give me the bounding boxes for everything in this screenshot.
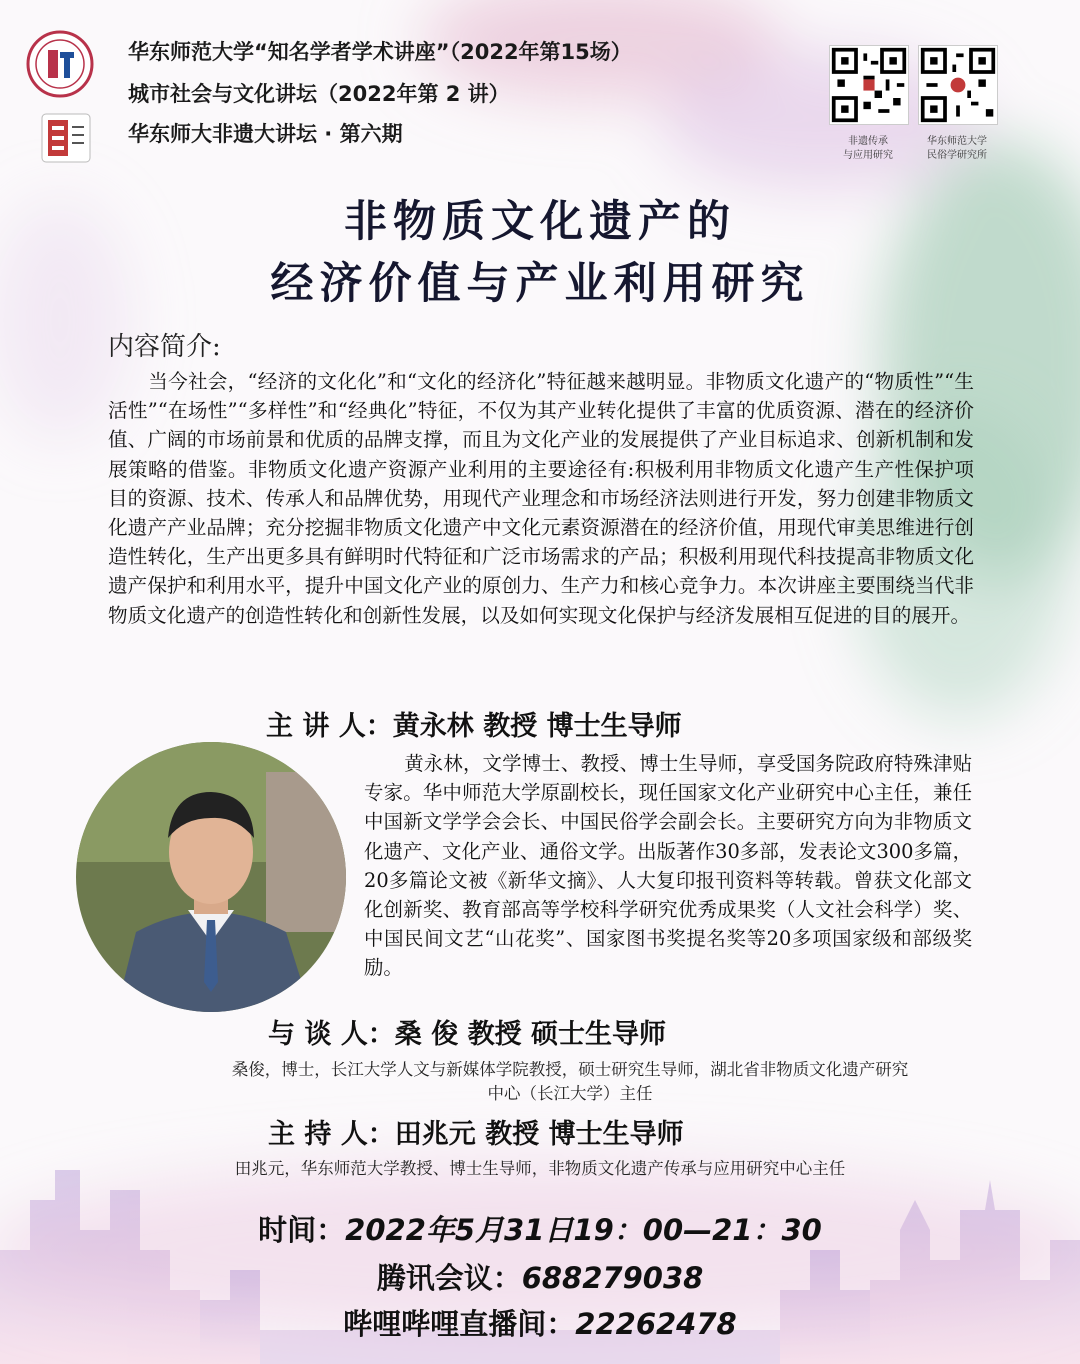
series-line-3: 华东师大非遗大讲坛 · 第六期: [128, 122, 403, 146]
discussant-bio: 桑俊，博士，长江大学人文与新媒体学院教授，硕士研究生导师，湖北省非物质文化遗产研究 中心（长江大学）主任: [231, 1060, 909, 1103]
speaker-heading: 主 讲 人：黄永林 教授 博士生导师: [266, 711, 682, 742]
lecture-title-line-1: 非物质文化遗产的: [344, 197, 736, 247]
series-line-1: 华东师范大学“知名学者学术讲座”（2022年第15场）: [128, 40, 632, 64]
qr-code-icon: [918, 45, 998, 125]
qr-caption: 华东师范大学 民俗学研究所: [927, 136, 987, 161]
heritage-seal-icon: [40, 112, 92, 164]
bilibili-live-room: 哔哩哔哩直播间：22262478: [343, 1307, 737, 1341]
speaker-bio: 黄永林，文学博士、教授、博士生导师，享受国务院政府特殊津贴专家。华中师范大学原副校长，现任国家文化产业研究中心主任，兼任中国新文学学会会长、中国民俗学会副会长。主要研究方向为非物质文化遗产、文化产业、通俗文学。出版著作30多部，发表论文300多篇，20多篇论文被《新华文摘》、人大复印报刊资料等转载。曾获文化部文化创新奖、教育部高等学校科学研究优秀成果奖（人文社会科学）奖、中国民间文艺“山花奖”、国家图书奖提名奖等20多项国家级和部级奖励。: [364, 752, 972, 980]
intro-text: 当今社会，“经济的文化化”和“文化的经济化”特征越来越明显。非物质文化遗产的“物质性”“生活性”“在场性”“多样性”和“经典化”特征，不仅为其产业转化提供了丰富的优质资源、潜在的经济价值、广阔的市场前景和优质的品牌支撑，而且为文化产业的发展提供了产业目标追求、创新机制和发展策略的借鉴。非物质文化遗产资源产业利用的主要途径有:积极利用非物质文化遗产生产性保护项目的资源、技术、传承人和品牌优势，用现代产业理念和市场经济法则进行开发，努力创建非物质文化遗产产业品牌；充分挖掘非物质文化遗产中文化元素资源潜在的经济价值，用现代审美思维进行创造性转化，生产出更多具有鲜明时代特征和广泛市场需求的产品；积极利用现代科技提高非物质文化遗产保护和利用水平，提升中国文化产业的原创力、生产力和核心竞争力。本次讲座主要围绕当代非物质文化遗产的创造性转化和创新性发展，以及如何实现文化保护与经济发展相互促进的目的展开。: [108, 370, 974, 627]
event-time: 时间：2022年5月31日19：00—21：30: [258, 1213, 822, 1247]
discussant-heading: 与 谈 人：桑 俊 教授 硕士生导师: [268, 1019, 666, 1050]
qr-code-icon: [829, 45, 909, 125]
lecture-title-line-2: 经济价值与产业利用研究: [270, 259, 810, 309]
speaker-photo: [76, 742, 346, 1012]
intro-label: 内容简介:: [108, 332, 221, 362]
host-bio: 田兆元，华东师范大学教授、博士生导师，非物质文化遗产传承与应用研究中心主任: [234, 1159, 846, 1178]
host-heading: 主 持 人：田兆元 教授 博士生导师: [268, 1119, 684, 1150]
qr-caption: 非遗传承 与应用研究: [843, 136, 893, 161]
school-logo-icon: [26, 30, 94, 98]
series-line-2: 城市社会与文化讲坛（2022年第 2 讲）: [128, 82, 510, 106]
tencent-meeting-id: 腾讯会议：688279038: [376, 1261, 704, 1295]
